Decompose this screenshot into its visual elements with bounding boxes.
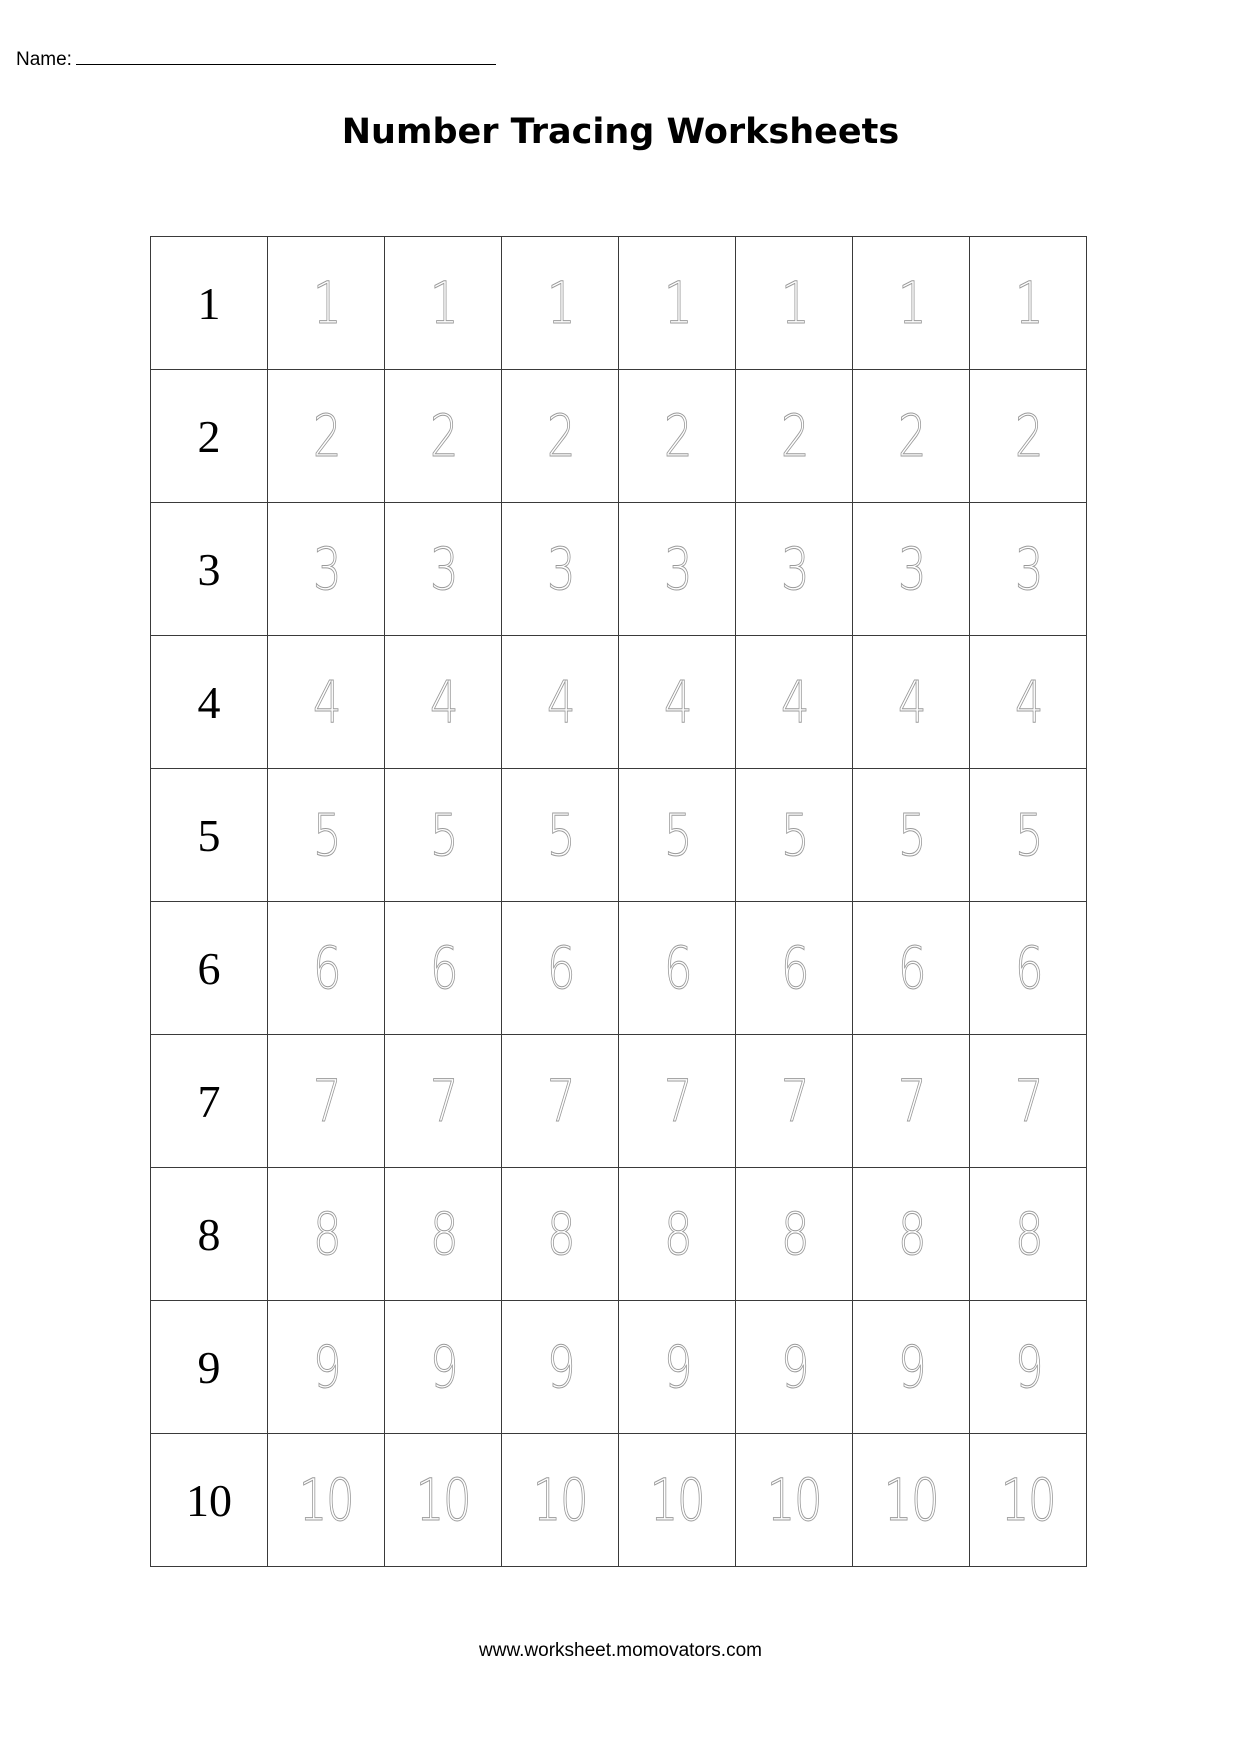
trace-cell[interactable] xyxy=(619,902,736,1035)
dotted-trace-number: 9 xyxy=(429,1333,457,1401)
trace-cell[interactable] xyxy=(736,370,853,503)
model-number: 6 xyxy=(197,942,221,994)
page-title: Number Tracing Worksheets xyxy=(341,112,900,152)
trace-cell[interactable] xyxy=(619,503,736,636)
dotted-trace-number: 5 xyxy=(546,801,574,869)
dotted-trace-number: 6 xyxy=(546,934,574,1002)
dotted-trace-number: 10 xyxy=(532,1466,588,1534)
dotted-trace-number: 9 xyxy=(897,1333,925,1401)
trace-cell[interactable] xyxy=(502,1168,619,1301)
table-row xyxy=(151,636,1087,769)
table-row xyxy=(151,1035,1087,1168)
number-cell xyxy=(151,1301,268,1434)
trace-cell[interactable] xyxy=(853,503,970,636)
trace-cell[interactable] xyxy=(385,1035,502,1168)
trace-cell[interactable] xyxy=(502,1035,619,1168)
trace-cell[interactable] xyxy=(970,902,1087,1035)
number-cell xyxy=(151,503,268,636)
dotted-trace-number: 7 xyxy=(663,1067,691,1135)
trace-cell[interactable] xyxy=(502,902,619,1035)
dotted-trace-number: 1 xyxy=(429,269,457,337)
table-row xyxy=(151,902,1087,1035)
trace-cell[interactable] xyxy=(502,1301,619,1434)
trace-cell[interactable] xyxy=(268,1301,385,1434)
trace-cell[interactable] xyxy=(970,1434,1087,1567)
trace-cell[interactable] xyxy=(385,636,502,769)
trace-cell[interactable] xyxy=(970,1301,1087,1434)
trace-cell[interactable] xyxy=(385,503,502,636)
dotted-trace-number: 3 xyxy=(546,535,574,603)
trace-cell[interactable] xyxy=(268,370,385,503)
trace-cell[interactable] xyxy=(502,769,619,902)
dotted-trace-number: 9 xyxy=(1014,1333,1042,1401)
trace-cell[interactable] xyxy=(853,1168,970,1301)
dotted-trace-number: 5 xyxy=(897,801,925,869)
dotted-trace-number: 7 xyxy=(1014,1067,1042,1135)
trace-cell[interactable] xyxy=(619,1301,736,1434)
number-cell xyxy=(151,636,268,769)
model-number: 8 xyxy=(197,1208,221,1260)
table-row xyxy=(151,1434,1087,1567)
number-cell xyxy=(151,769,268,902)
model-number: 10 xyxy=(186,1474,232,1526)
dotted-trace-number: 7 xyxy=(546,1067,574,1135)
dotted-trace-number: 3 xyxy=(1014,535,1042,603)
number-cell xyxy=(151,902,268,1035)
trace-cell[interactable] xyxy=(970,636,1087,769)
table-row xyxy=(151,1168,1087,1301)
trace-cell[interactable] xyxy=(970,1168,1087,1301)
dotted-trace-number: 5 xyxy=(780,801,808,869)
trace-cell[interactable] xyxy=(970,237,1087,370)
dotted-trace-number: 10 xyxy=(766,1466,822,1534)
dotted-trace-number: 8 xyxy=(429,1200,457,1268)
trace-cell[interactable] xyxy=(268,1035,385,1168)
trace-cell[interactable] xyxy=(385,237,502,370)
trace-cell[interactable] xyxy=(268,1168,385,1301)
dotted-trace-number: 3 xyxy=(897,535,925,603)
trace-cell[interactable] xyxy=(619,370,736,503)
dotted-trace-number: 7 xyxy=(312,1067,340,1135)
table-row xyxy=(151,769,1087,902)
dotted-trace-number: 5 xyxy=(312,801,340,869)
table-row xyxy=(151,1301,1087,1434)
dotted-trace-number: 4 xyxy=(780,668,808,736)
trace-cell[interactable] xyxy=(268,503,385,636)
trace-cell[interactable] xyxy=(736,1168,853,1301)
trace-cell[interactable] xyxy=(853,1301,970,1434)
dotted-trace-number: 1 xyxy=(780,269,808,337)
dotted-trace-number: 6 xyxy=(897,934,925,1002)
trace-cell[interactable] xyxy=(970,769,1087,902)
trace-cell[interactable] xyxy=(385,1434,502,1567)
table-row xyxy=(151,237,1087,370)
dotted-trace-number: 9 xyxy=(663,1333,691,1401)
dotted-trace-number: 7 xyxy=(897,1067,925,1135)
dotted-trace-number: 2 xyxy=(546,402,574,470)
trace-cell[interactable] xyxy=(385,1168,502,1301)
table-row xyxy=(151,503,1087,636)
dotted-trace-number: 4 xyxy=(663,668,691,736)
dotted-trace-number: 5 xyxy=(429,801,457,869)
model-number: 1 xyxy=(197,277,221,329)
dotted-trace-number: 8 xyxy=(312,1200,340,1268)
table-row xyxy=(151,370,1087,503)
trace-cell[interactable] xyxy=(385,1301,502,1434)
tracing-grid xyxy=(150,236,1087,1567)
dotted-trace-number: 3 xyxy=(312,535,340,603)
dotted-trace-number: 7 xyxy=(780,1067,808,1135)
trace-cell[interactable] xyxy=(385,769,502,902)
trace-cell[interactable] xyxy=(502,1434,619,1567)
trace-cell[interactable] xyxy=(736,902,853,1035)
trace-cell[interactable] xyxy=(853,769,970,902)
dotted-trace-number: 2 xyxy=(1014,402,1042,470)
dotted-trace-number: 6 xyxy=(1014,934,1042,1002)
dotted-trace-number: 1 xyxy=(1014,269,1042,337)
number-cell xyxy=(151,1434,268,1567)
dotted-trace-number: 1 xyxy=(546,269,574,337)
model-number: 3 xyxy=(197,543,221,595)
trace-cell[interactable] xyxy=(853,902,970,1035)
dotted-trace-number: 3 xyxy=(429,535,457,603)
dotted-trace-number: 1 xyxy=(312,269,340,337)
dotted-trace-number: 8 xyxy=(1014,1200,1042,1268)
dotted-trace-number: 10 xyxy=(649,1466,705,1534)
trace-cell[interactable] xyxy=(385,370,502,503)
trace-cell[interactable] xyxy=(619,1035,736,1168)
dotted-trace-number: 1 xyxy=(663,269,691,337)
dotted-trace-number: 2 xyxy=(429,402,457,470)
trace-cell[interactable] xyxy=(736,636,853,769)
trace-cell[interactable] xyxy=(619,636,736,769)
dotted-trace-number: 6 xyxy=(780,934,808,1002)
name-field-row xyxy=(16,46,496,71)
trace-cell[interactable] xyxy=(970,370,1087,503)
trace-cell[interactable] xyxy=(268,237,385,370)
dotted-trace-number: 4 xyxy=(429,668,457,736)
trace-cell[interactable] xyxy=(853,1434,970,1567)
dotted-trace-number: 6 xyxy=(663,934,691,1002)
trace-cell[interactable] xyxy=(853,1035,970,1168)
dotted-trace-number: 10 xyxy=(415,1466,471,1534)
model-number: 5 xyxy=(197,809,221,861)
number-cell xyxy=(151,1168,268,1301)
trace-cell[interactable] xyxy=(619,769,736,902)
dotted-trace-number: 10 xyxy=(298,1466,354,1534)
trace-cell[interactable] xyxy=(853,636,970,769)
trace-cell[interactable] xyxy=(502,503,619,636)
dotted-trace-number: 10 xyxy=(883,1466,939,1534)
number-cell xyxy=(151,1035,268,1168)
trace-cell[interactable] xyxy=(502,370,619,503)
name-blank-line[interactable] xyxy=(76,46,496,65)
trace-cell[interactable] xyxy=(268,1434,385,1567)
model-number: 2 xyxy=(197,410,221,462)
dotted-trace-number: 10 xyxy=(1000,1466,1056,1534)
trace-cell[interactable] xyxy=(736,1301,853,1434)
dotted-trace-number: 2 xyxy=(780,402,808,470)
dotted-trace-number: 4 xyxy=(546,668,574,736)
dotted-trace-number: 4 xyxy=(1014,668,1042,736)
trace-cell[interactable] xyxy=(970,1035,1087,1168)
dotted-trace-number: 6 xyxy=(312,934,340,1002)
trace-cell[interactable] xyxy=(736,503,853,636)
trace-cell[interactable] xyxy=(853,237,970,370)
tracing-grid-body xyxy=(151,237,1087,1567)
trace-cell[interactable] xyxy=(502,237,619,370)
dotted-trace-number: 5 xyxy=(663,801,691,869)
dotted-trace-number: 1 xyxy=(897,269,925,337)
name-label: Name: xyxy=(16,49,72,70)
trace-cell[interactable] xyxy=(970,503,1087,636)
dotted-trace-number: 5 xyxy=(1014,801,1042,869)
dotted-trace-number: 2 xyxy=(312,402,340,470)
dotted-trace-number: 8 xyxy=(780,1200,808,1268)
trace-cell[interactable] xyxy=(736,237,853,370)
dotted-trace-number: 7 xyxy=(429,1067,457,1135)
dotted-trace-number: 2 xyxy=(663,402,691,470)
trace-cell[interactable] xyxy=(385,902,502,1035)
trace-cell[interactable] xyxy=(619,1168,736,1301)
footer-url: www.worksheet.momovators.com xyxy=(479,1640,762,1661)
model-number: 7 xyxy=(197,1075,221,1127)
dotted-trace-number: 9 xyxy=(546,1333,574,1401)
dotted-trace-number: 8 xyxy=(663,1200,691,1268)
dotted-trace-number: 4 xyxy=(897,668,925,736)
number-cell xyxy=(151,237,268,370)
dotted-trace-number: 6 xyxy=(429,934,457,1002)
number-cell xyxy=(151,370,268,503)
dotted-trace-number: 3 xyxy=(663,535,691,603)
trace-cell[interactable] xyxy=(736,1035,853,1168)
trace-cell[interactable] xyxy=(268,902,385,1035)
trace-cell[interactable] xyxy=(619,237,736,370)
trace-cell[interactable] xyxy=(619,1434,736,1567)
trace-cell[interactable] xyxy=(736,769,853,902)
trace-cell[interactable] xyxy=(736,1434,853,1567)
model-number: 9 xyxy=(197,1341,221,1393)
dotted-trace-number: 9 xyxy=(312,1333,340,1401)
trace-cell[interactable] xyxy=(853,370,970,503)
trace-cell[interactable] xyxy=(502,636,619,769)
dotted-trace-number: 2 xyxy=(897,402,925,470)
dotted-trace-number: 9 xyxy=(780,1333,808,1401)
trace-cell[interactable] xyxy=(268,636,385,769)
model-number: 4 xyxy=(197,676,221,728)
dotted-trace-number: 3 xyxy=(780,535,808,603)
dotted-trace-number: 4 xyxy=(312,668,340,736)
trace-cell[interactable] xyxy=(268,769,385,902)
dotted-trace-number: 8 xyxy=(897,1200,925,1268)
dotted-trace-number: 8 xyxy=(546,1200,574,1268)
